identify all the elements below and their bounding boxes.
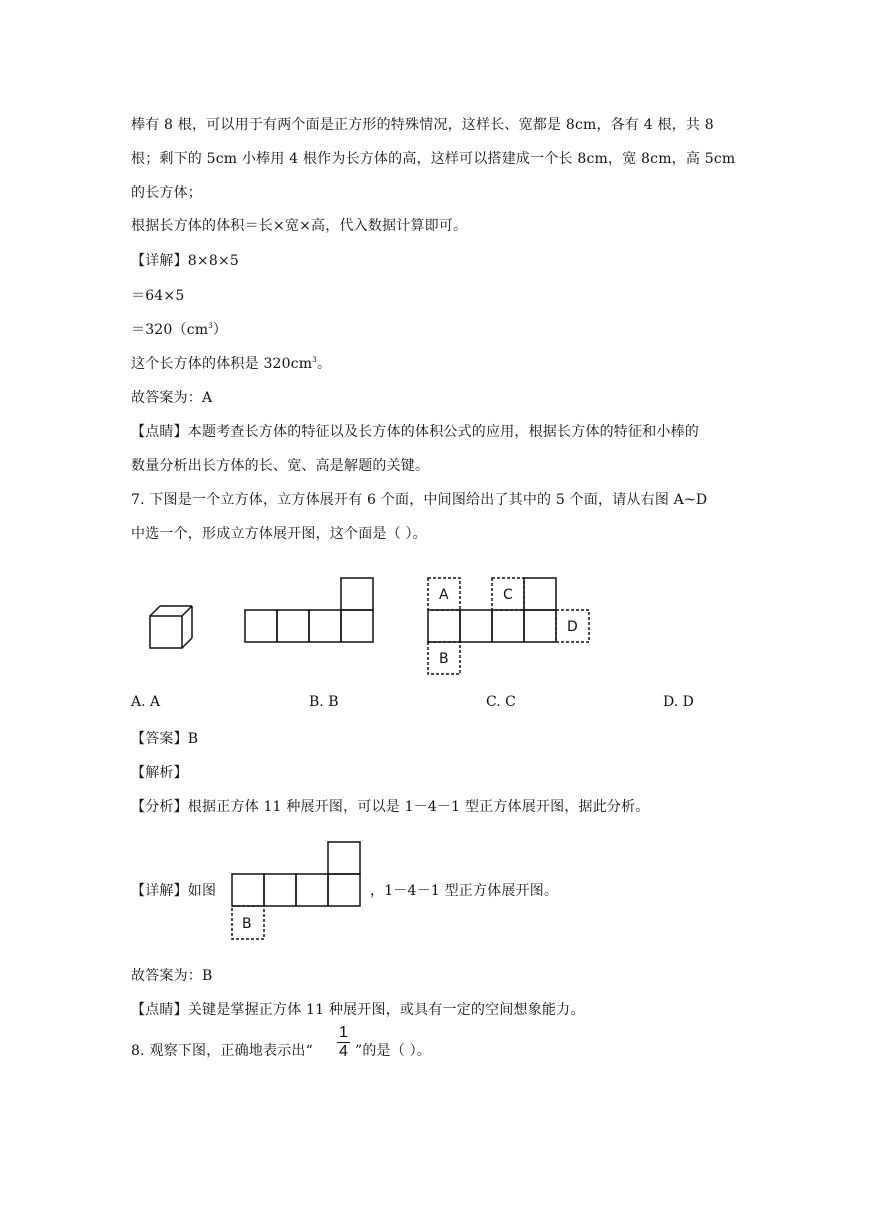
question-7-text: 中选一个，形成立方体展开图，这个面是（ ）。 <box>131 526 427 542</box>
fraction-denominator: 4 <box>339 1043 348 1060</box>
option-a[interactable]: A. A <box>131 694 161 710</box>
calc-result-close: ） <box>212 322 228 338</box>
key-point-line: 【点睛】本题考查长方体的特征以及长方体的体积公式的应用，根据长方体的特征和小棒的 <box>131 424 699 440</box>
answer-line: 故答案为：B <box>131 968 213 984</box>
key-point-line: 数量分析出长方体的长、宽、高是解题的关键。 <box>131 458 430 474</box>
text-line: 的长方体； <box>131 185 202 201</box>
analysis-text: 【分析】根据正方体 11 种展开图，可以是 1－4－1 型正方体展开图，据此分析。 <box>131 799 650 815</box>
cube-icon <box>150 606 192 648</box>
fraction-numerator: 1 <box>339 1024 348 1041</box>
label-c: C <box>503 587 513 603</box>
key-point-line: 【点睛】关键是掌握正方体 11 种展开图，或具有一定的空间想象能力。 <box>131 1002 585 1018</box>
detail-suffix: ，1－4－1 型正方体展开图。 <box>370 883 559 899</box>
question-7-text: 7. 下图是一个立方体，立方体展开有 6 个面，中间图给出了其中的 5 个面，请从右图 A~D <box>131 492 708 508</box>
fraction-one-quarter <box>337 1024 350 1061</box>
superscript: 3 <box>208 322 213 330</box>
answer-net-figure <box>225 838 370 944</box>
question-8-suffix: ”的是（ ）。 <box>355 1043 432 1059</box>
label-b-answer: B <box>242 916 252 932</box>
volume-statement-text: 这个长方体的体积是 320cm <box>131 356 313 372</box>
analysis-heading: 【解析】 <box>131 765 188 781</box>
superscript: 3 <box>312 356 317 364</box>
text-line: 棒有 8 根，可以用于有两个面是正方形的特殊情况，这样长、宽都是 8cm，各有 4 根，共 8 <box>131 117 714 133</box>
option-c[interactable]: C. C <box>486 694 516 710</box>
calc-result-text: ＝320（cm <box>131 322 209 338</box>
detail-heading: 【详解】8×8×5 <box>131 253 239 269</box>
answer-line: 故答案为：A <box>131 390 213 406</box>
label-d: D <box>567 619 578 635</box>
label-a: A <box>439 587 449 603</box>
question-8-prefix: 8. 观察下图，正确地表示出“ <box>131 1043 313 1059</box>
partial-net <box>245 578 373 642</box>
text-line: 根据长方体的体积＝长×宽×高，代入数据计算即可。 <box>131 218 468 234</box>
calc-step: ＝64×5 <box>131 288 185 304</box>
volume-statement-end: 。 <box>316 356 332 372</box>
text-line: 根；剩下的 5cm 小棒用 4 根作为长方体的高，这样可以搭建成一个长 8cm，宽 8cm，高 5cm <box>131 151 736 167</box>
answer-heading: 【答案】B <box>131 731 199 747</box>
calc-result <box>131 319 227 339</box>
label-b: B <box>439 651 449 667</box>
volume-statement <box>131 353 331 373</box>
detail-prefix: 【详解】如图 <box>131 883 217 899</box>
option-b[interactable]: B. B <box>309 694 339 710</box>
option-d[interactable]: D. D <box>663 694 694 710</box>
question-7-figure <box>0 560 869 685</box>
